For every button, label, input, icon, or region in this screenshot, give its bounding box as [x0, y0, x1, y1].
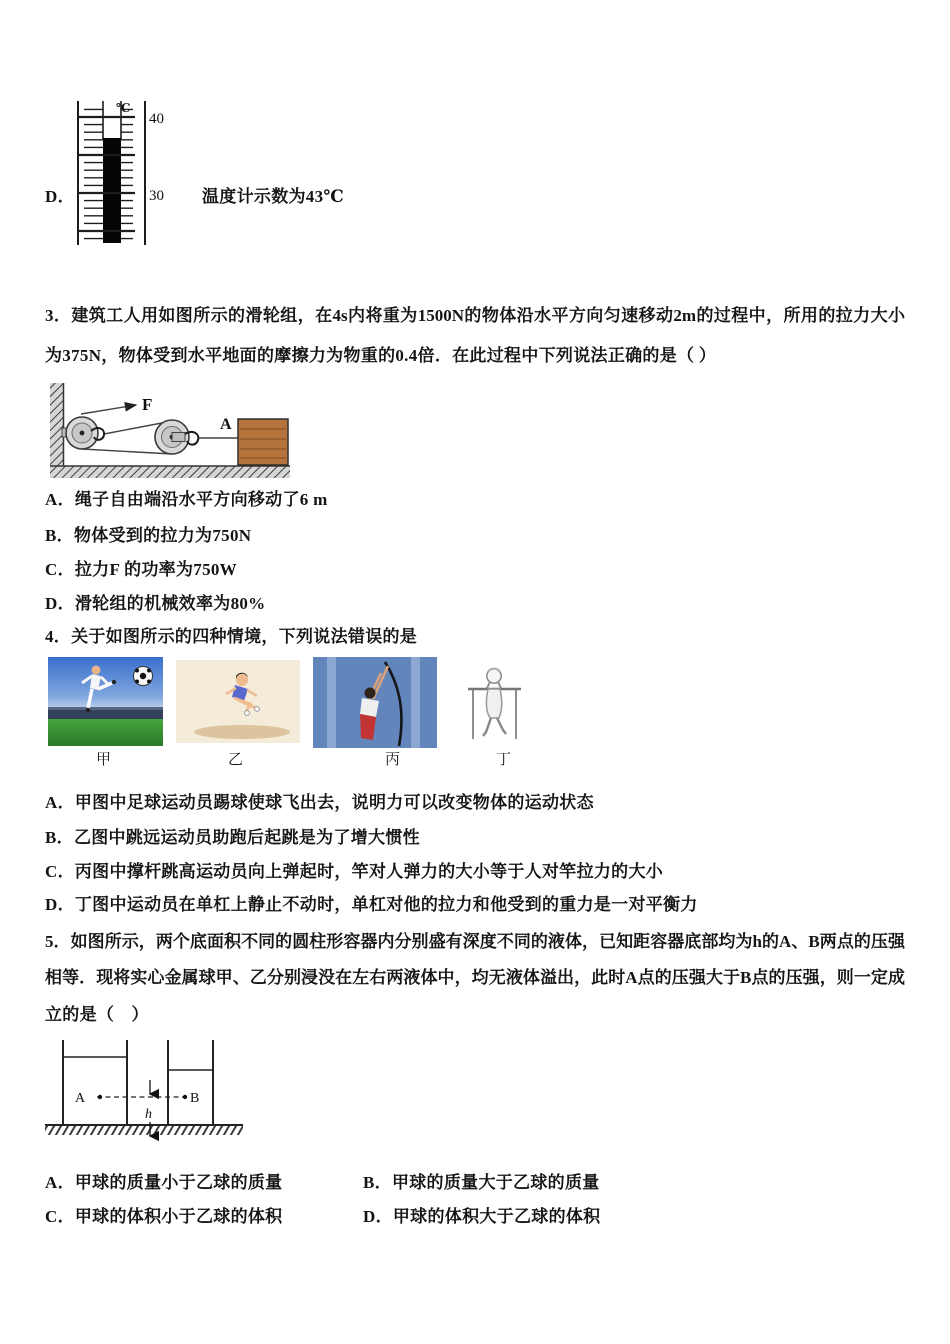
q4-option-b: B．乙图中跳远运动员助跑后起跳是为了增大惯性: [45, 828, 420, 847]
scene-yi-longjump: [176, 660, 300, 743]
q3-stem-line1: 3．建筑工人用如图所示的滑轮组，在4s内将重为1500N的物体沿水平方向匀速移动2m的过程中，所用的拉力大小: [45, 306, 905, 325]
q5-option-b: B．甲球的质量大于乙球的质量: [363, 1173, 600, 1192]
q3-option-a: A．绳子自由端沿水平方向移动了6 m: [45, 490, 328, 509]
q5-stem-line1: 5．如图所示，两个底面积不同的圆柱形容器内分别盛有深度不同的液体，已知距容器底部均为h的A、B两点的压强: [45, 932, 905, 951]
rope-lower-strand: [82, 449, 172, 454]
label-jia: 甲: [96, 752, 112, 768]
pulley-figure: [48, 381, 298, 481]
label-bing: 丙: [385, 752, 401, 768]
height-h: h: [145, 1107, 152, 1122]
wall: [50, 383, 63, 467]
scene-ding-bar: [463, 660, 525, 745]
q5-option-d: D．甲球的体积大于乙球的体积: [363, 1207, 601, 1226]
ground-hatch: [45, 1126, 243, 1135]
soccer-ball: [134, 667, 153, 686]
q4-option-d: D．丁图中运动员在单杠上静止不动时，单杠对他的拉力和他受到的重力是一对平衡力: [45, 895, 698, 914]
ground: [50, 466, 290, 478]
q4-option-c: C．丙图中撑杆跳高运动员向上弹起时，竿对人弹力的大小等于人对竿拉力的大小: [45, 862, 664, 881]
minor-ticks-left: [84, 109, 103, 238]
scene-jia-soccer: [48, 657, 163, 746]
q5-option-a: A．甲球的质量小于乙球的质量: [45, 1173, 283, 1192]
scale-40: 40: [149, 111, 164, 127]
q4-option-a: A．甲图中足球运动员踢球使球飞出去，说明力可以改变物体的运动状态: [45, 793, 594, 812]
q5-stem-line3: 立的是（ ）: [45, 1005, 149, 1024]
thermo-caption: 温度计示数为43℃: [202, 187, 345, 206]
q3-stem-line2: 为375N，物体受到水平地面的摩擦力为物重的0.4倍．在此过程中下列说法正确的是（ ）: [45, 346, 717, 365]
point-a-label: A: [220, 416, 232, 433]
force-label: F: [142, 395, 153, 414]
scale-30: 30: [149, 188, 164, 204]
point-a: A: [75, 1091, 86, 1106]
thermometer-figure: [70, 93, 180, 251]
containers-figure: [40, 1036, 260, 1144]
mercury-column: [103, 138, 121, 243]
label-ding: 丁: [496, 752, 512, 768]
rope-free-end: [81, 405, 136, 414]
minor-ticks-right: [121, 109, 133, 238]
unit-label: ℃: [116, 101, 131, 115]
q3-option-b: B．物体受到的拉力为750N: [45, 526, 252, 545]
q4-stem: 4．关于如图所示的四种情境，下列说法错误的是: [45, 627, 418, 646]
scene-bing-polevault: [313, 657, 437, 748]
q3-option-d: D．滑轮组的机械效率为80%: [45, 594, 266, 613]
point-b: B: [190, 1091, 200, 1106]
thermo-option-letter: D．: [45, 187, 75, 206]
q3-option-c: C．拉力F 的功率为750W: [45, 560, 237, 579]
q5-stem-line2: 相等．现将实心金属球甲、乙分别浸没在左右两液体中，均无液体溢出，此时A点的压强大于B点的压强，则一定成: [45, 968, 905, 987]
label-yi: 乙: [228, 752, 244, 768]
q5-option-c: C．甲球的体积小于乙球的体积: [45, 1207, 283, 1226]
